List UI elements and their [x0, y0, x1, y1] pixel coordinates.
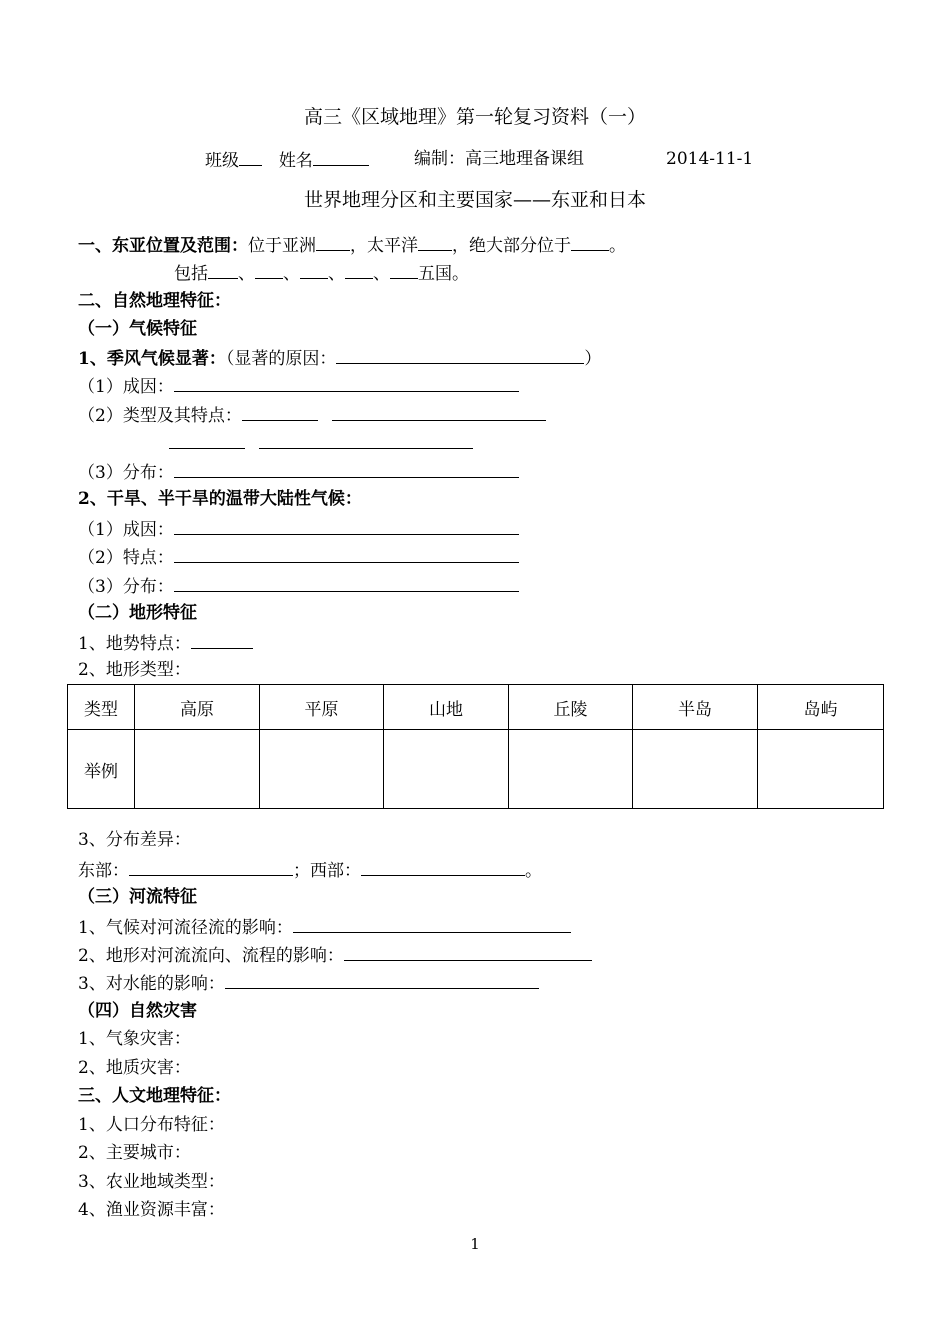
climate-cause-label: （1）成因： — [78, 377, 174, 397]
table-header-cell: 山地 — [384, 685, 509, 730]
river-line-2 — [78, 943, 592, 967]
human-item-4: 4、渔业资源丰富： — [78, 1200, 225, 1220]
table-header-cell: 平原 — [260, 685, 384, 730]
separator: 、 — [283, 264, 300, 284]
river-label-1: 1、气候对河流径流的影响： — [78, 918, 293, 938]
table-header-cell: 高原 — [135, 685, 260, 730]
climate-type-blank-2[interactable] — [169, 431, 245, 449]
river-blank-3[interactable] — [225, 971, 539, 989]
climate-heading: （一）气候特征 — [78, 319, 197, 339]
table-header-row — [68, 685, 884, 730]
arid-dist-label: （3）分布： — [78, 577, 174, 597]
terrain-types-label: 2、地形类型： — [78, 660, 191, 680]
example-cell-plain[interactable] — [260, 730, 384, 809]
climate-types-label: （2）类型及其特点： — [78, 406, 242, 426]
table-header-cell: 岛屿 — [758, 685, 884, 730]
table-header-cell: 丘陵 — [509, 685, 633, 730]
close-paren: ） — [584, 349, 602, 369]
east-west-line — [78, 858, 542, 882]
monsoon-reason-blank[interactable] — [336, 346, 584, 364]
arid-dist-line — [78, 574, 519, 598]
include-label: 包括 — [174, 264, 208, 284]
class-label: 班级 — [205, 151, 239, 171]
climate-type-blank-1[interactable] — [242, 403, 318, 421]
climate-types-line — [78, 403, 546, 427]
s1-text-1: 位于亚洲 — [248, 236, 316, 256]
climate-cause-blank[interactable] — [174, 374, 519, 392]
river-blank-1[interactable] — [293, 915, 571, 933]
country-blank-2[interactable] — [255, 261, 283, 279]
human-item-1: 1、人口分布特征： — [78, 1115, 225, 1135]
east-label: 东部： — [78, 861, 129, 881]
climate-dist-blank[interactable] — [174, 460, 519, 478]
arid-feature-blank[interactable] — [174, 545, 519, 563]
section-1-heading: 一、东亚位置及范围： — [78, 236, 248, 256]
countries-line — [174, 261, 469, 285]
document-date: 2014-11-1 — [666, 149, 754, 169]
country-blank-3[interactable] — [300, 261, 328, 279]
river-label-3: 3、对水能的影响： — [78, 974, 225, 994]
section-1-line — [78, 233, 626, 257]
s1-text-2: ，太平洋 — [350, 236, 418, 256]
disaster-geological: 2、地质灾害： — [78, 1058, 191, 1078]
editor-label: 编制：高三地理备课组 — [414, 149, 584, 169]
name-label: 姓名 — [278, 151, 313, 171]
example-cell-hill[interactable] — [509, 730, 633, 809]
arid-cause-line — [78, 517, 519, 541]
arid-dist-blank[interactable] — [174, 574, 519, 592]
climate-dist-line — [78, 460, 519, 484]
five-countries-label: 五国。 — [418, 264, 469, 284]
terrain-table — [67, 684, 884, 809]
arid-cause-label: （1）成因： — [78, 520, 174, 540]
arid-cause-blank[interactable] — [174, 517, 519, 535]
table-header-cell: 半岛 — [633, 685, 758, 730]
section-2-heading: 二、自然地理特征： — [78, 291, 231, 311]
rivers-heading: （三）河流特征 — [78, 887, 197, 907]
slope-line — [78, 631, 253, 655]
slope-label: 1、地势特点： — [78, 634, 191, 654]
separator: 、 — [373, 264, 390, 284]
separator: 、 — [328, 264, 345, 284]
section-3-heading: 三、人文地理特征： — [78, 1086, 231, 1106]
separator: 、 — [238, 264, 255, 284]
end-mark: 。 — [525, 861, 542, 881]
example-cell-mountain[interactable] — [384, 730, 509, 809]
country-blank-4[interactable] — [345, 261, 373, 279]
arid-feature-label: （2）特点： — [78, 548, 174, 568]
monsoon-reason-label: （显著的原因： — [225, 349, 337, 369]
table-header-cell: 类型 — [68, 685, 135, 730]
climate-cause-line — [78, 374, 519, 398]
west-blank[interactable] — [361, 858, 525, 876]
s1-text-3: ，绝大部分位于 — [452, 236, 571, 256]
zone-blank[interactable] — [571, 233, 609, 251]
class-blank[interactable] — [239, 148, 262, 166]
slope-blank[interactable] — [191, 631, 253, 649]
arid-heading: 2、干旱、半干旱的温带大陆性气候： — [78, 489, 362, 509]
disasters-heading: （四）自然灾害 — [78, 1001, 197, 1021]
distribution-diff-label: 3、分布差异： — [78, 830, 191, 850]
west-label: ；西部： — [293, 861, 361, 881]
asia-blank[interactable] — [316, 233, 350, 251]
climate-dist-label: （3）分布： — [78, 463, 174, 483]
river-label-2: 2、地形对河流流向、流程的影响： — [78, 946, 344, 966]
pacific-blank[interactable] — [418, 233, 452, 251]
page-number: 1 — [470, 1235, 480, 1253]
disaster-meteorological: 1、气象灾害： — [78, 1029, 191, 1049]
example-cell-island[interactable] — [758, 730, 884, 809]
east-blank[interactable] — [129, 858, 293, 876]
example-cell-peninsula[interactable] — [633, 730, 758, 809]
header-info-line — [205, 148, 369, 172]
monsoon-label: 1、季风气候显著： — [78, 349, 226, 369]
name-blank[interactable] — [313, 148, 369, 166]
climate-feature-blank-1[interactable] — [332, 403, 546, 421]
row-label-cell: 举例 — [68, 730, 135, 809]
country-blank-5[interactable] — [390, 261, 418, 279]
table-row — [68, 730, 884, 809]
river-blank-2[interactable] — [344, 943, 592, 961]
document-title: 高三《区域地理》第一轮复习资料（一） — [303, 106, 646, 128]
river-line-1 — [78, 915, 571, 939]
topic-title: 世界地理分区和主要国家——东亚和日本 — [303, 189, 646, 211]
climate-feature-blank-2[interactable] — [259, 431, 473, 449]
human-item-3: 3、农业地域类型： — [78, 1172, 225, 1192]
river-line-3 — [78, 971, 539, 995]
s1-text-4: 。 — [609, 236, 626, 256]
monsoon-line — [78, 346, 601, 370]
human-item-2: 2、主要城市： — [78, 1143, 191, 1163]
country-blank-1[interactable] — [208, 261, 238, 279]
example-cell-plateau[interactable] — [135, 730, 260, 809]
arid-feature-line — [78, 545, 519, 569]
terrain-heading: （二）地形特征 — [78, 603, 197, 623]
climate-types-line-2 — [169, 431, 473, 455]
